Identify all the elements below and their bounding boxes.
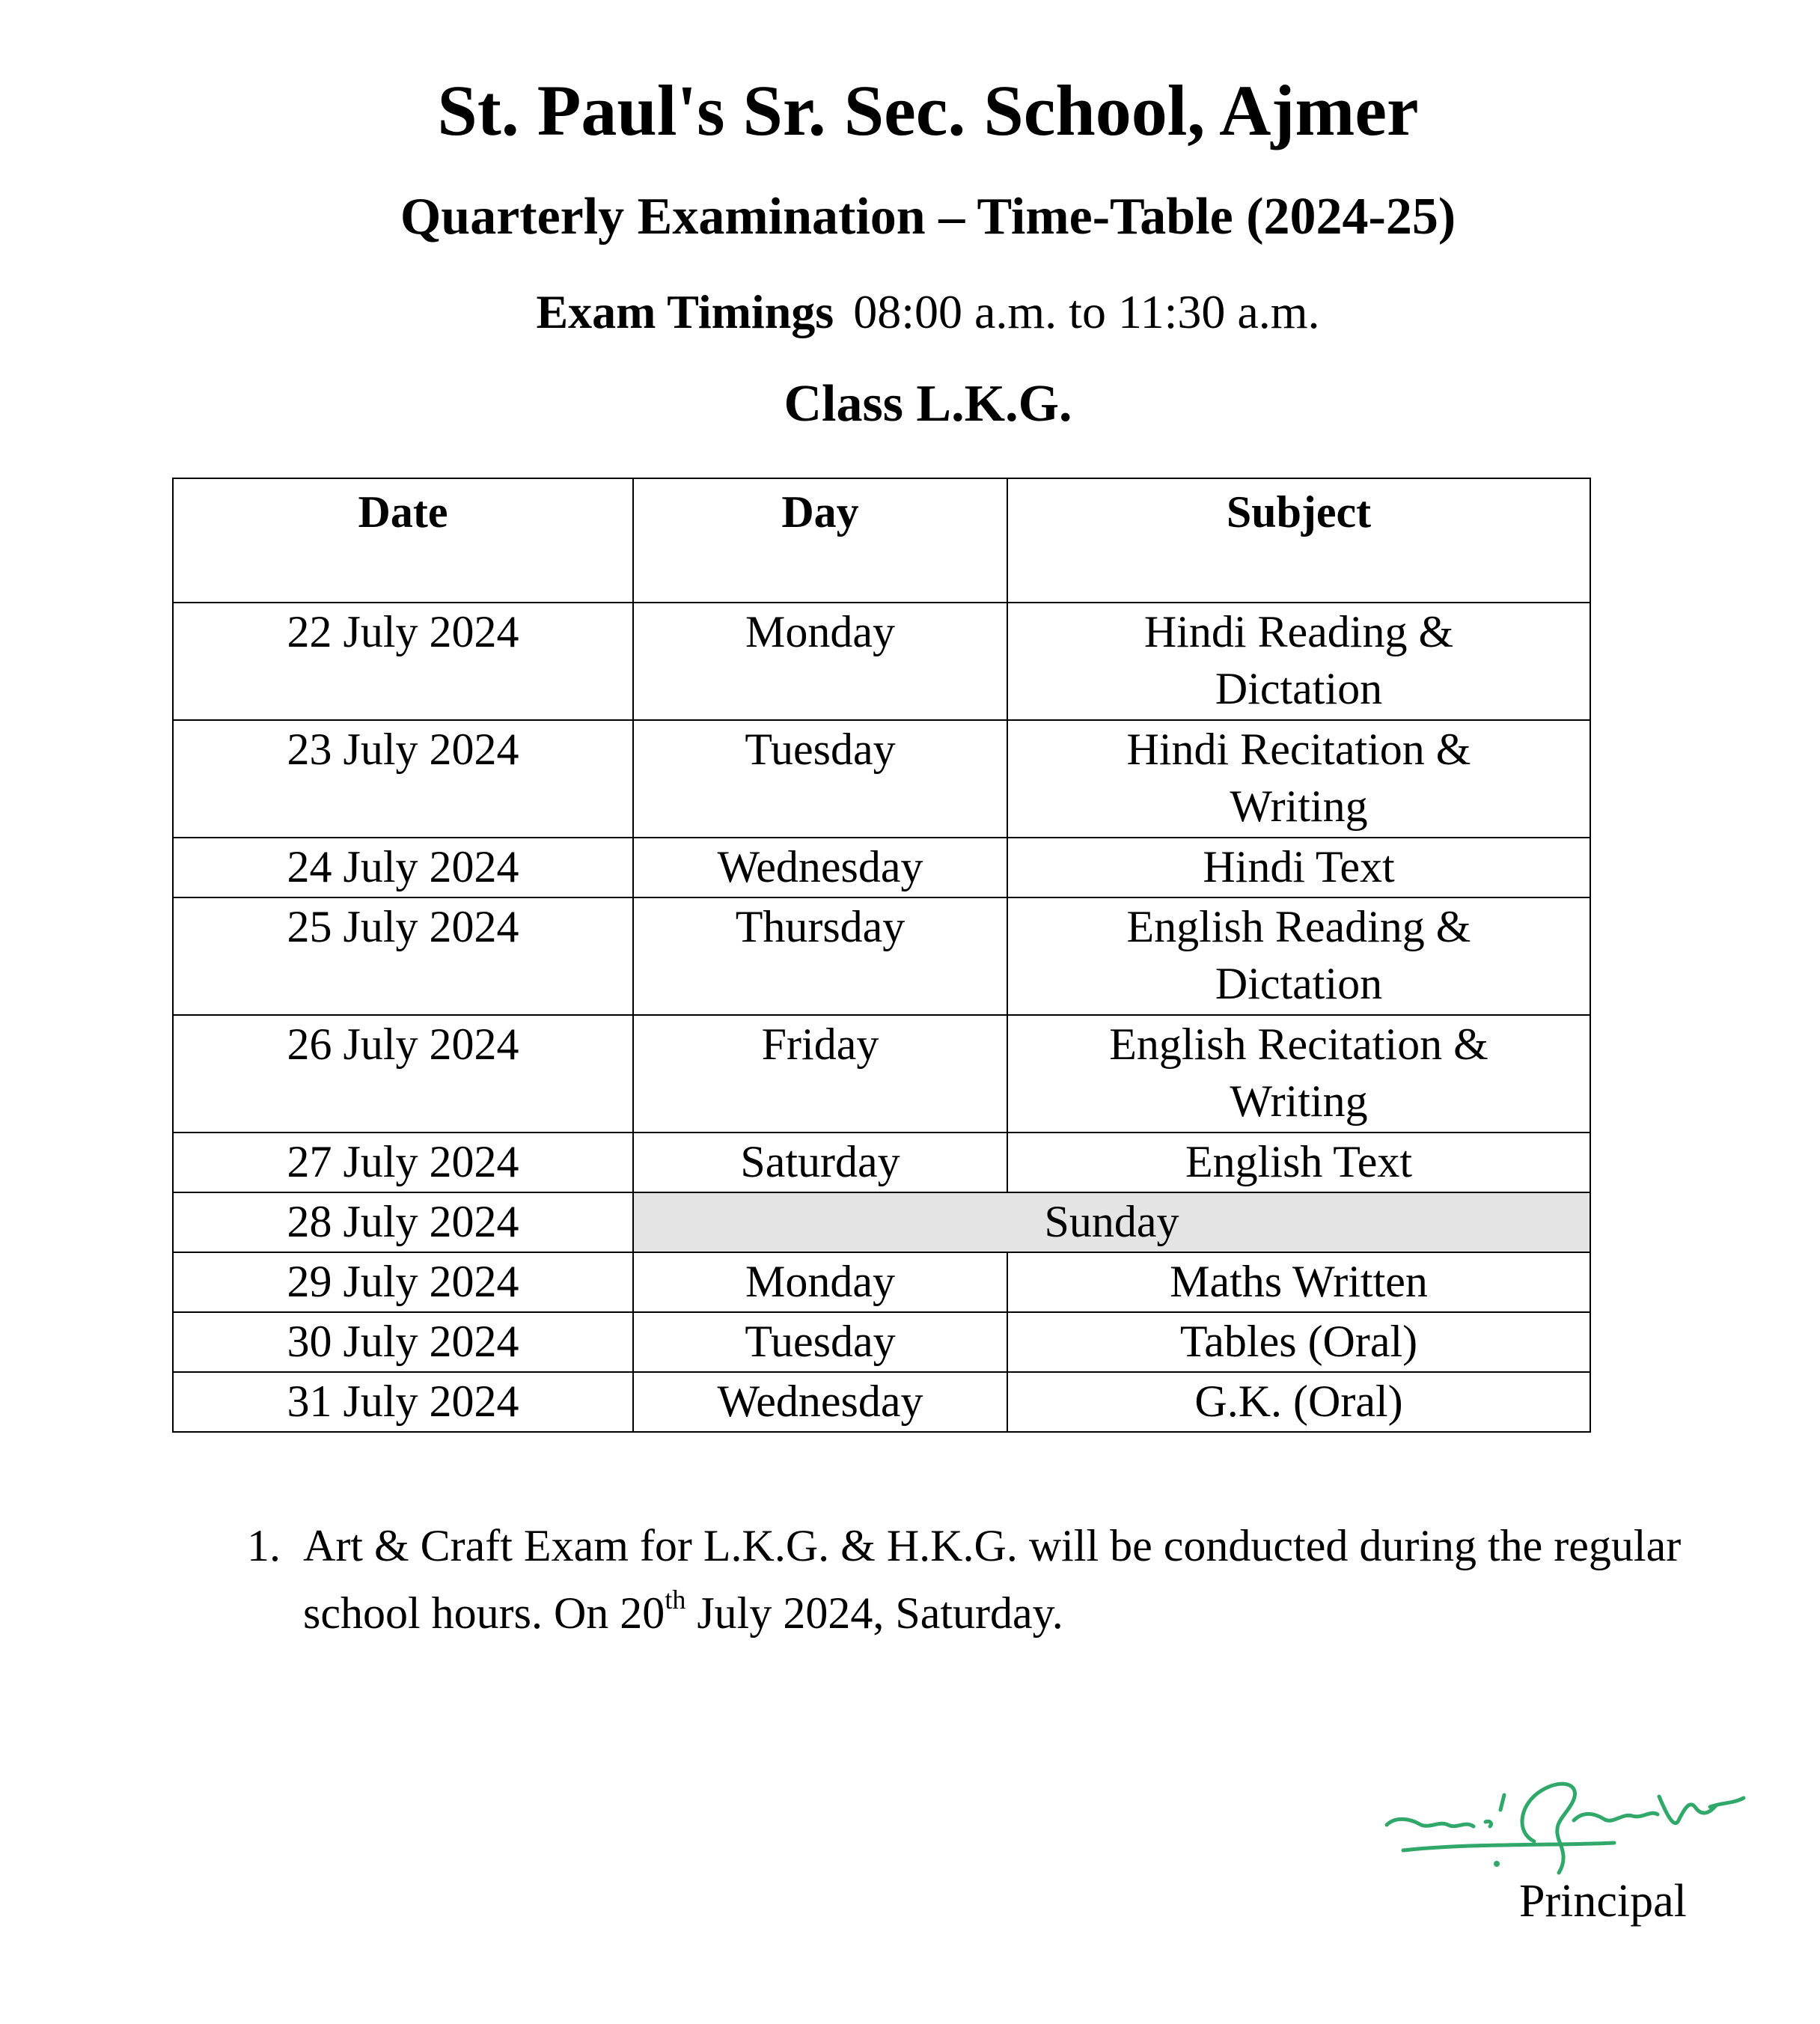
subject-line: Dictation (1215, 959, 1383, 1008)
subject-line: Dictation (1215, 664, 1383, 713)
column-header-date: Date (173, 478, 633, 603)
subject-line: Hindi Reading & (1143, 607, 1454, 656)
principal-signature (1381, 1752, 1755, 1886)
day-cell: Saturday (633, 1133, 1007, 1192)
subject-line: Writing (1230, 781, 1368, 831)
date-cell: 28 July 2024 (173, 1192, 633, 1252)
table-row (173, 897, 1590, 1015)
subject-cell (1007, 1252, 1590, 1312)
day-cell: Tuesday (633, 1312, 1007, 1372)
subject-cell (1007, 1133, 1590, 1192)
note-text-end: July 2024, Saturday. (685, 1588, 1063, 1638)
subject-line: Tables (Oral) (1179, 1317, 1418, 1366)
column-header-day: Day (633, 478, 1007, 603)
note-text (303, 1512, 1714, 1647)
table-row (173, 1252, 1590, 1312)
subject-line: Hindi Recitation & (1126, 725, 1471, 774)
day-cell: Friday (633, 1015, 1007, 1133)
subject-cell (1007, 1372, 1590, 1432)
table-row (173, 1133, 1590, 1192)
day-cell: Monday (633, 603, 1007, 720)
date-cell: 26 July 2024 (173, 1015, 633, 1133)
date-cell: 30 July 2024 (173, 1312, 633, 1372)
day-cell: Thursday (633, 897, 1007, 1015)
subject-cell (1007, 1015, 1590, 1133)
day-cell: Wednesday (633, 1372, 1007, 1432)
table-row (173, 1015, 1590, 1133)
class-title: Class L.K.G. (784, 375, 1072, 433)
subject-line: Maths Written (1170, 1257, 1428, 1306)
subject-cell (1007, 838, 1590, 897)
day-cell: Wednesday (633, 838, 1007, 897)
date-cell: 23 July 2024 (173, 720, 633, 838)
table-row-holiday (173, 1192, 1590, 1252)
table-row (173, 1372, 1590, 1432)
day-cell: Tuesday (633, 720, 1007, 838)
date-cell: 25 July 2024 (173, 897, 633, 1015)
school-name: St. Paul's Sr. Sec. School, Ajmer (437, 70, 1419, 150)
note-number: 1. (247, 1521, 281, 1570)
date-cell: 29 July 2024 (173, 1252, 633, 1312)
date-cell: 22 July 2024 (173, 603, 633, 720)
table-row (173, 603, 1590, 720)
note-item (247, 1512, 1714, 1647)
exam-title: Quarterly Examination – Time-Table (2024-25) (400, 188, 1456, 246)
note-text-main: Art & Craft Exam for L.K.G. & H.K.G. will be conducted during the regular school hours. On 20 (303, 1521, 1682, 1638)
timetable-header-row (173, 478, 1590, 603)
table-row (173, 1312, 1590, 1372)
day-cell: Monday (633, 1252, 1007, 1312)
subject-cell (1007, 897, 1590, 1015)
subject-line: Writing (1230, 1076, 1368, 1126)
date-cell: 24 July 2024 (173, 838, 633, 897)
holiday-cell: Sunday (633, 1192, 1590, 1252)
table-row (173, 720, 1590, 838)
subject-cell (1007, 1312, 1590, 1372)
subject-line: English Reading & (1126, 902, 1471, 951)
exam-timings-label: Exam Timings (536, 285, 834, 338)
subject-line: English Text (1185, 1137, 1413, 1186)
table-row (173, 838, 1590, 897)
principal-label: Principal (1519, 1876, 1687, 1927)
column-header-subject: Subject (1007, 478, 1590, 603)
subject-cell (1007, 720, 1590, 838)
note-superscript: th (665, 1585, 686, 1615)
timetable (172, 478, 1591, 1433)
subject-line: Hindi Text (1203, 842, 1395, 891)
exam-timings (0, 284, 1820, 340)
subject-cell (1007, 603, 1590, 720)
date-cell: 31 July 2024 (173, 1372, 633, 1432)
date-cell: 27 July 2024 (173, 1133, 633, 1192)
exam-timings-value: 08:00 a.m. to 11:30 a.m. (853, 285, 1320, 338)
subject-line: English Recitation & (1109, 1019, 1488, 1069)
subject-line: G.K. (Oral) (1194, 1377, 1403, 1426)
